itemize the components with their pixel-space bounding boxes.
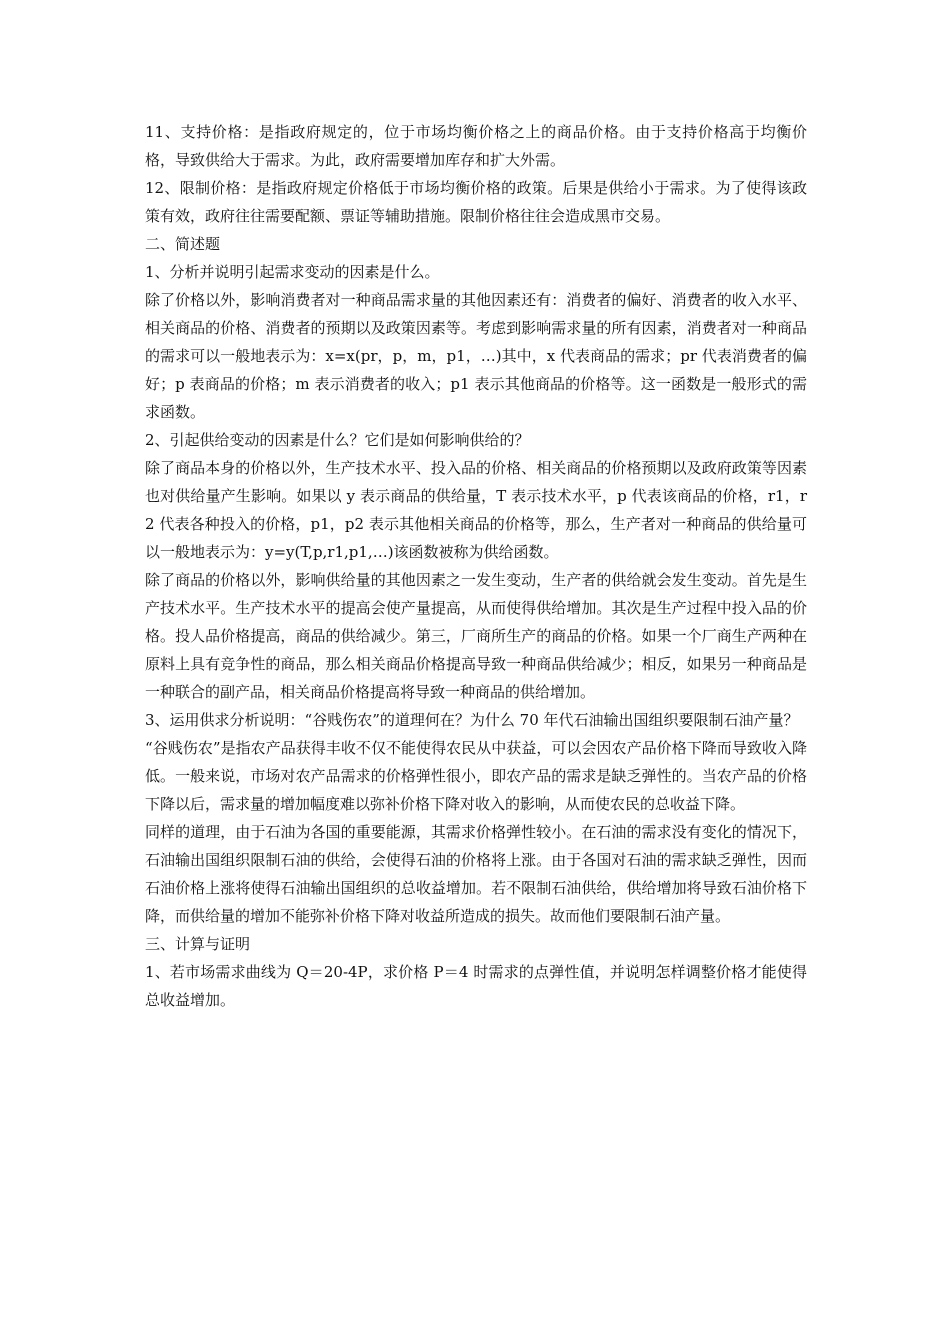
answer-3-agriculture: “谷贱伤农”是指农产品获得丰收不仅不能使得农民从中获益，可以会因农产品价格下降而导致收入降低。一般来说，市场对农产品需求的价格弹性很小，即农产品的需求是缺乏弹性的。当农产品的价格下降以后，需求量的增加幅度难以弥补价格下降对收入的影响，从而使农民的总收益下降。 [145,739,807,813]
document-page [145,118,807,1014]
definition-price-ceiling: 12、限制价格：是指政府规定价格低于市场均衡价格的政策。后果是供给小于需求。为了使得该政策有效，政府往往需要配额、票证等辅助措施。限制价格往往会造成黑市交易。 [145,179,807,225]
calc-question-1: 1、若市场需求曲线为 Q＝20-4P，求价格 P＝4 时需求的点弹性值，并说明怎样调整价格才能使得总收益增加。 [145,963,807,1009]
section-heading-calculation: 三、计算与证明 [145,935,251,953]
question-3-cheap-grain: 3、运用供求分析说明：“谷贱伤农”的道理何在？为什么 70 年代石油输出国组织要限制石油产量？ [145,711,799,729]
answer-2-supply-function: 除了商品本身的价格以外，生产技术水平、投入品的价格、相关商品的价格预期以及政府政策等因素也对供给量产生影响。如果以 y 表示商品的供给量，T 表示技术水平，p 代表该商品的价格，r1，r2 代表各种投入的价格，p1，p2 表示其他相关商品的价格等，那么，生产者对一种商品的供给量可以一般地表示为：y=y(T,p,r1,p1,…)该函数被称为供给函数。 [145,459,807,561]
answer-2-supply-changes: 除了商品的价格以外，影响供给量的其他因素之一发生变动，生产者的供给就会发生变动。首先是生产技术水平。生产技术水平的提高会使产量提高，从而使得供给增加。其次是生产过程中投入品的价格。投人品价格提高，商品的供给减少。第三，厂商所生产的商品的价格。如果一个厂商生产两种在原料上具有竞争性的商品，那么相关商品价格提高导致一种商品供给减少；相反，如果另一种商品是一种联合的副产品，相关商品价格提高将导致一种商品的供给增加。 [145,571,807,701]
question-2-supply-factors: 2、引起供给变动的因素是什么？它们是如何影响供给的？ [145,431,530,449]
answer-1-demand-factors: 除了价格以外，影响消费者对一种商品需求量的其他因素还有：消费者的偏好、消费者的收入水平、相关商品的价格、消费者的预期以及政策因素等。考虑到影响需求量的所有因素，消费者对一种商品的需求可以一般地表示为：x=x(pr，p，m，p1，…)其中，x 代表商品的需求；pr 代表消费者的偏好；p 表商品的价格；m 表示消费者的收入；p1 表示其他商品的价格等。这一函数是一般形式的需求函数。 [145,291,807,421]
question-1-demand-factors: 1、分析并说明引起需求变动的因素是什么。 [145,263,440,281]
section-heading-short-answer: 二、简述题 [145,235,221,253]
answer-3-oil: 同样的道理，由于石油为各国的重要能源，其需求价格弹性较小。在石油的需求没有变化的情况下，石油输出国组织限制石油的供给，会使得石油的价格将上涨。由于各国对石油的需求缺乏弹性，因而石油价格上涨将使得石油输出国组织的总收益增加。若不限制石油供给，供给增加将导致石油价格下降，而供给量的增加不能弥补价格下降对收益所造成的损失。故而他们要限制石油产量。 [145,823,807,925]
definition-support-price: 11、支持价格：是指政府规定的，位于市场均衡价格之上的商品价格。由于支持价格高于均衡价格，导致供给大于需求。为此，政府需要增加库存和扩大外需。 [145,123,807,169]
